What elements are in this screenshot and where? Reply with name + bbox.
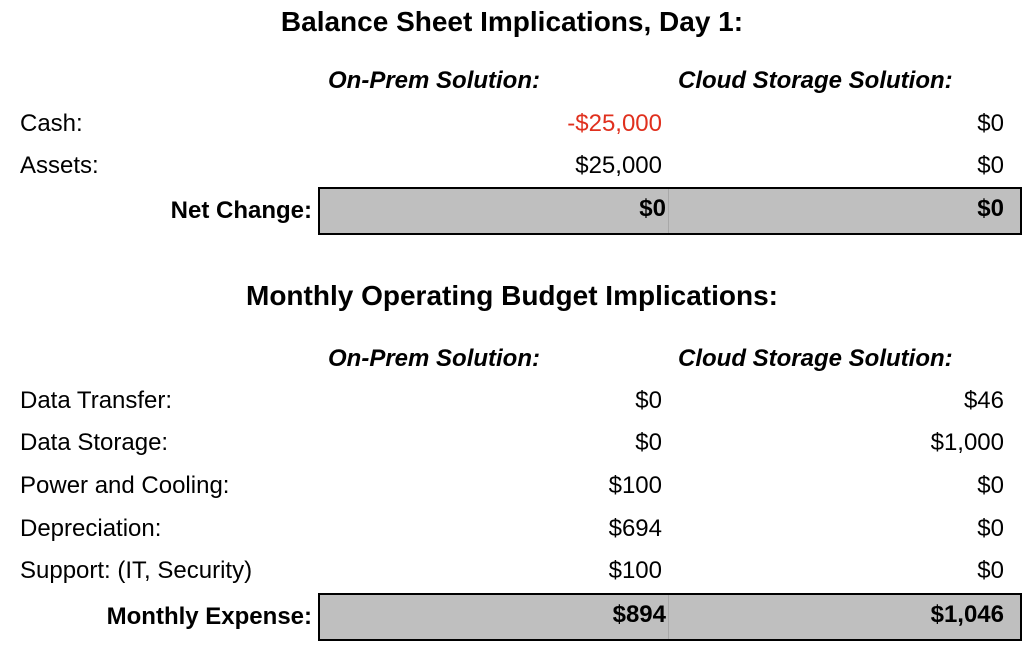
onprem-value: $694: [608, 515, 662, 542]
row-label: Data Storage:: [20, 429, 169, 456]
cloud-value: $0: [977, 110, 1004, 137]
budget-row-depreciation: [0, 509, 1024, 549]
row-label: Cash:: [20, 110, 83, 137]
row-label: Data Transfer:: [20, 387, 173, 414]
budget-row-power-cooling: [0, 466, 1024, 506]
row-label: Depreciation:: [20, 515, 162, 542]
net-change-cloud-value: $0: [977, 195, 1004, 222]
monthly-expense-onprem-value: $894: [612, 601, 666, 628]
onprem-value: $100: [608, 557, 662, 584]
balance-col-onprem-header: On-Prem Solution:: [328, 67, 540, 94]
balance-row-assets: [0, 146, 1024, 186]
monthly-expense-label: Monthly Expense:: [106, 603, 312, 630]
row-label: Assets:: [20, 152, 99, 179]
onprem-value: -$25,000: [567, 110, 662, 137]
cloud-value: $1,000: [930, 429, 1004, 456]
row-label: Support: (IT, Security): [20, 557, 253, 584]
onprem-value: $0: [635, 387, 662, 414]
net-change-onprem-value: $0: [639, 195, 666, 222]
net-change-label: Net Change:: [170, 197, 312, 224]
row-label: Power and Cooling:: [20, 472, 230, 499]
balance-col-cloud-header: Cloud Storage Solution:: [678, 67, 953, 94]
net-change-box: [318, 187, 1022, 235]
onprem-value: $100: [608, 472, 662, 499]
balance-sheet-title: Balance Sheet Implications, Day 1:: [280, 6, 744, 37]
budget-row-data-transfer: [0, 381, 1024, 421]
cloud-value: $0: [977, 152, 1004, 179]
balance-row-cash: [0, 104, 1024, 144]
budget-row-data-storage: [0, 423, 1024, 463]
balance-total-row: [0, 187, 1024, 235]
total-divider: [668, 189, 669, 233]
budget-col-cloud-header: Cloud Storage Solution:: [678, 345, 953, 372]
budget-col-onprem-header: On-Prem Solution:: [328, 345, 540, 372]
budget-total-row: [0, 593, 1024, 641]
total-divider: [668, 595, 669, 639]
cloud-value: $0: [977, 557, 1004, 584]
onprem-value: $0: [635, 429, 662, 456]
cloud-value: $0: [977, 515, 1004, 542]
monthly-expense-cloud-value: $1,046: [930, 601, 1004, 628]
monthly-expense-box: [318, 593, 1022, 641]
budget-row-support: [0, 551, 1024, 591]
onprem-value: $25,000: [575, 152, 662, 179]
cloud-value: $46: [963, 387, 1004, 414]
operating-budget-title: Monthly Operating Budget Implications:: [246, 280, 778, 311]
cloud-value: $0: [977, 472, 1004, 499]
